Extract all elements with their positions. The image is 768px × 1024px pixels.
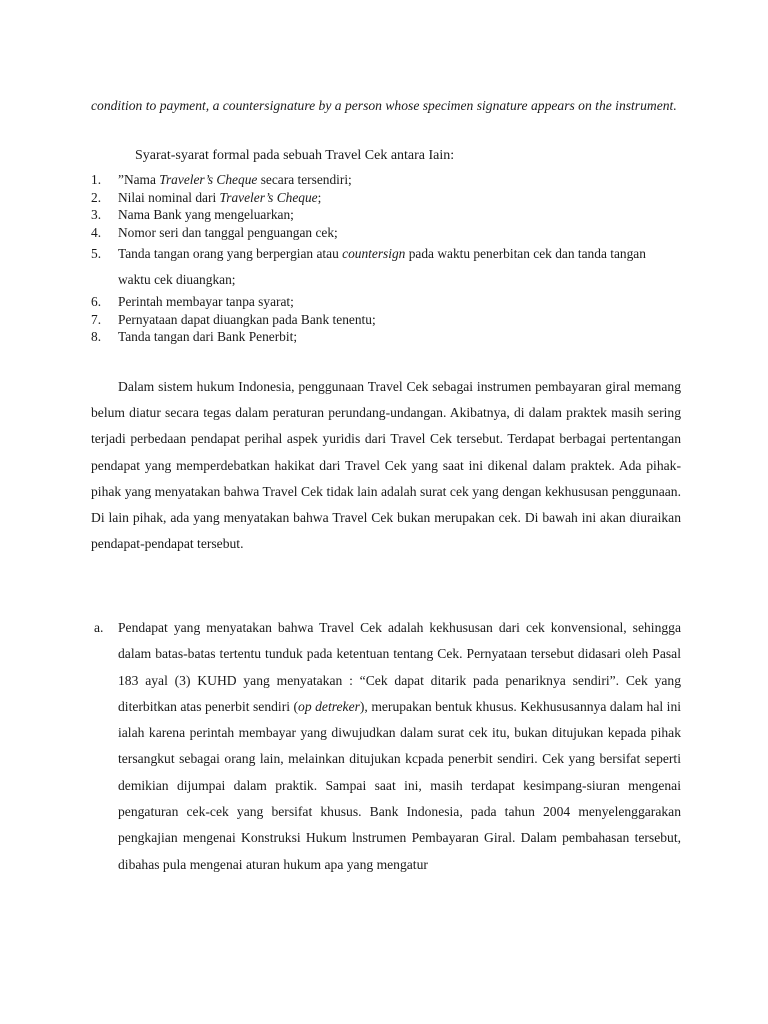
opinion-item-text: Pendapat yang menyatakan bahwa Travel Cek adalah kekhususan dari cek konvensional, sehingga dalam batas-batas tertentu tunduk pada ketentuan tentang Cek. Pernyataan tersebut didasari oleh Pasal 183 ayal (3) KUHD yang menyatakan : “Cek dapat ditarik pada penariknya sendiri”. Cek yang diterbitkan atas penerbit sendiri ( [118,620,681,714]
list-item-text: pada waktu penerbitan cek dan tanda tangan waktu cek diuangkan; [118,246,646,287]
body-paragraph: Dalam sistem hukum Indonesia, penggunaan Travel Cek sebagai instrumen pembayaran giral memang belum diatur secara tegas dalam peraturan perundang-undangan. Akibatnya, di dalam praktek masih sering terjadi perbedaan pendapat perihal aspek yuridis dari Travel Cek tersebut. Terdapat berbagai pertentangan pendapat yang memperdebatkan hakikat dari Travel Cek yang saat ini dikenal dalam praktek. Ada pihak-pihak yang menyatakan bahwa Travel Cek tidak lain adalah surat cek yang dengan kekhususan penggunaan. Di lain pihak, ada yang menyatakan bahwa Travel Cek bukan merupakan cek. Di bawah ini akan diuraikan pendapat-pendapat tersebut. [91,379,681,552]
opinion-item-text: ), merupakan bentuk khusus. Kekhususannya dalam hal ini ialah karena perintah membayar yang diwujudkan dalam surat cek itu, bukan ditujukan kepada pihak tersangkut sebagai orang lain, melainkan ditujukan kcpada penerbit sendiri. Cek yang bersifat seperti demikian dijumpai dalam praktik. Sampai saat ini, masih terdapat kesimpang-siuran mengenai pengaturan cek-cek yang bersifat khusus. Bank Indonesia, pada tahun 2004 menyelenggarakan pengkajian mengenai Konstruksi Hukum lnstrumen Pembayaran Giral. Dalam pembahasan tersebut, dibahas pula mengenai aturan hukum apa yang mengatur [118,698,682,872]
list-item-text: Nilai nominal dari [118,189,220,205]
requirements-lead-line: Syarat-syarat formal pada sebuah Travel Cek antara Iain: [135,148,455,163]
list-item-number: 8. [91,329,102,344]
list-item [91,241,681,293]
list-item-text: Tanda tangan dari Bank Penerbit; [118,329,298,344]
opinion-item-a [91,615,681,878]
list-item-text: Pernyataan dapat diuangkan pada Bank tenentu; [118,311,376,327]
list-item-text: Tanda tangan orang yang berpergian atau [118,246,343,261]
list-item-number: 2. [91,189,102,205]
list-item [91,206,681,224]
requirements-list [91,171,681,346]
opinion-item-emphasis: op detreker [298,698,360,714]
list-item-number: 4. [91,224,102,240]
list-item [91,189,681,207]
list-item-emphasis: Traveler’s Cheque [219,189,318,205]
list-item [91,311,681,329]
list-item-number: 6. [91,294,102,309]
list-item-text: Nama Bank yang mengeluarkan; [118,207,294,222]
list-item-number: 1. [91,172,102,187]
list-item-emphasis: countersign [342,246,406,261]
opinion-item-body [118,615,681,878]
list-item-text: secara tersendiri; [257,172,352,187]
intro-italic-text: condition to payment, a countersignature by a person whose specimen signature appears on the instrument. [91,98,677,113]
list-item-number: 3. [91,207,102,222]
list-item-text: Perintah membayar tanpa syarat; [118,294,294,309]
list-item-text: ; [317,189,322,205]
list-item [91,224,681,242]
list-item-text: ”Nama [118,172,160,187]
list-item-number: 7. [91,311,102,327]
list-item-number: 5. [91,246,102,261]
list-item [91,328,681,346]
list-item-text: Nomor seri dan tanggal penguangan cek; [118,224,338,240]
list-item [91,171,681,189]
opinion-item-letter: a. [94,620,104,635]
list-item [91,293,681,311]
list-item-emphasis: Traveler’s Cheque [159,172,258,187]
